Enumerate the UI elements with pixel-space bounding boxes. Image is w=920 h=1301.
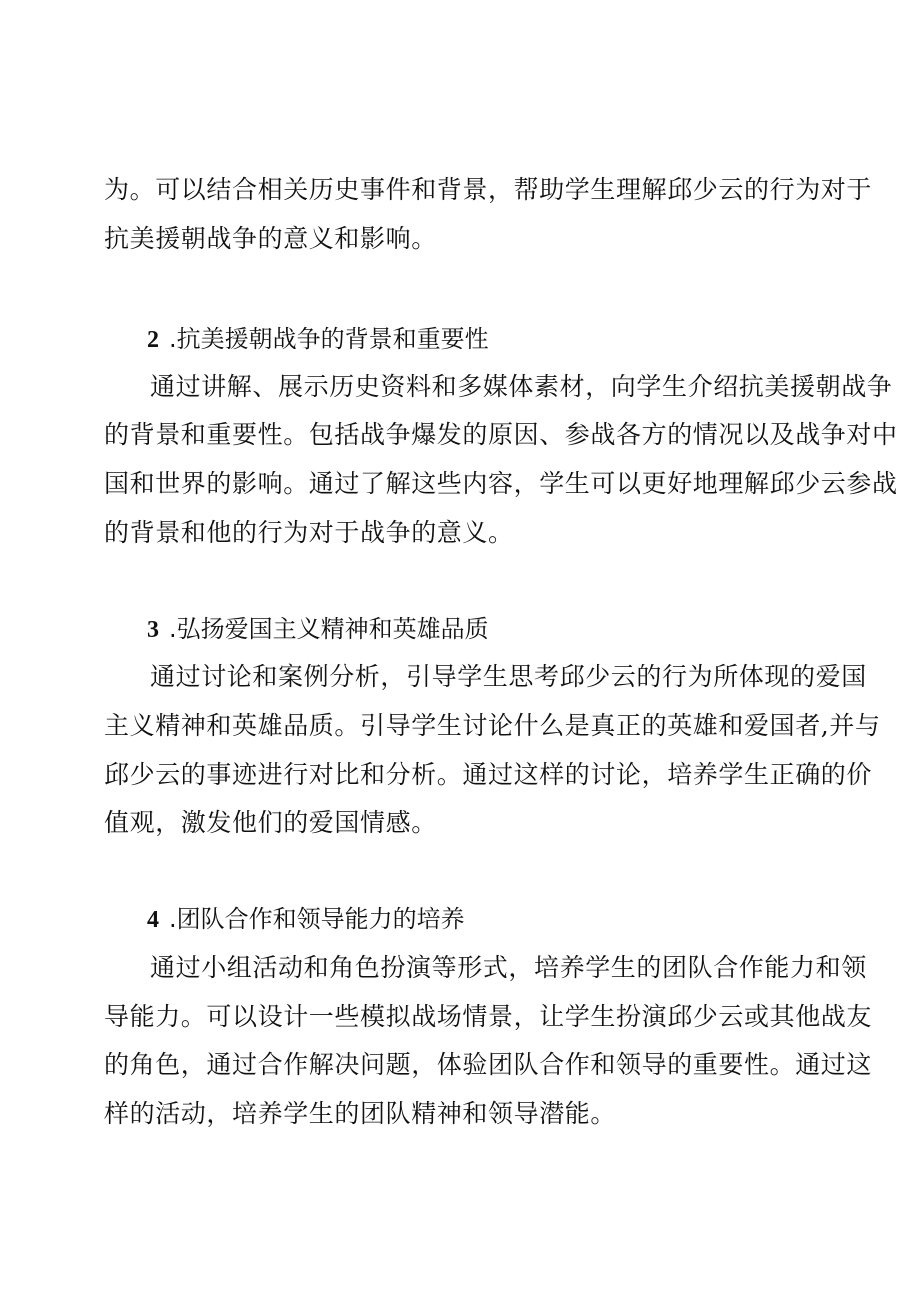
section-2-line-1: 通过讲解、展示历史资料和多媒体素材，向学生介绍抗美援朝战争 (150, 372, 893, 401)
section-4-line-2: 导能力。可以设计一些模拟战场情景，让学生扮演邱少云或其他战友 (104, 1002, 873, 1031)
intro-line-1: 为。可以结合相关历史事件和背景，帮助学生理解邱少云的行为对于 (104, 175, 873, 204)
section-3-line-4: 值观，激发他们的爱国情感。 (104, 808, 437, 837)
section-2-line-4: 的背景和他的行为对于战争的意义。 (104, 518, 514, 547)
section-2-title: .抗美援朝战争的背景和重要性 (169, 325, 489, 353)
section-4-title: .团队合作和领导能力的培养 (169, 905, 465, 933)
section-4-heading (147, 902, 465, 937)
section-3-line-3: 邱少云的事迹进行对比和分析。通过这样的讨论，培养学生正确的价 (104, 760, 873, 789)
section-2-line-3: 国和世界的影响。通过了解这些内容，学生可以更好地理解邱少云参战 (104, 469, 898, 498)
section-3-line-2: 主义精神和英雄品质。引导学生讨论什么是真正的英雄和爱国者,并与 (104, 711, 881, 740)
section-2-number: 2 (147, 327, 159, 353)
section-3-title: .弘扬爱国主义精神和英雄品质 (169, 615, 489, 643)
section-4-number: 4 (147, 907, 159, 933)
section-4-line-3: 的角色，通过合作解决问题，体验团队合作和领导的重要性。通过这 (104, 1050, 873, 1079)
section-3-number: 3 (147, 617, 159, 643)
section-3-heading (147, 612, 489, 647)
section-3-line-1: 通过讨论和案例分析，引导学生思考邱少云的行为所体现的爱国 (150, 662, 867, 691)
section-2-line-2: 的背景和重要性。包括战争爆发的原因、参战各方的情况以及战争对中 (104, 420, 898, 449)
section-4-line-4: 样的活动，培养学生的团队精神和领导潜能。 (104, 1099, 617, 1128)
section-4-line-1: 通过小组活动和角色扮演等形式，培养学生的团队合作能力和领 (150, 953, 867, 982)
section-2-heading (147, 322, 489, 357)
intro-line-2: 抗美援朝战争的意义和影响。 (104, 224, 437, 253)
